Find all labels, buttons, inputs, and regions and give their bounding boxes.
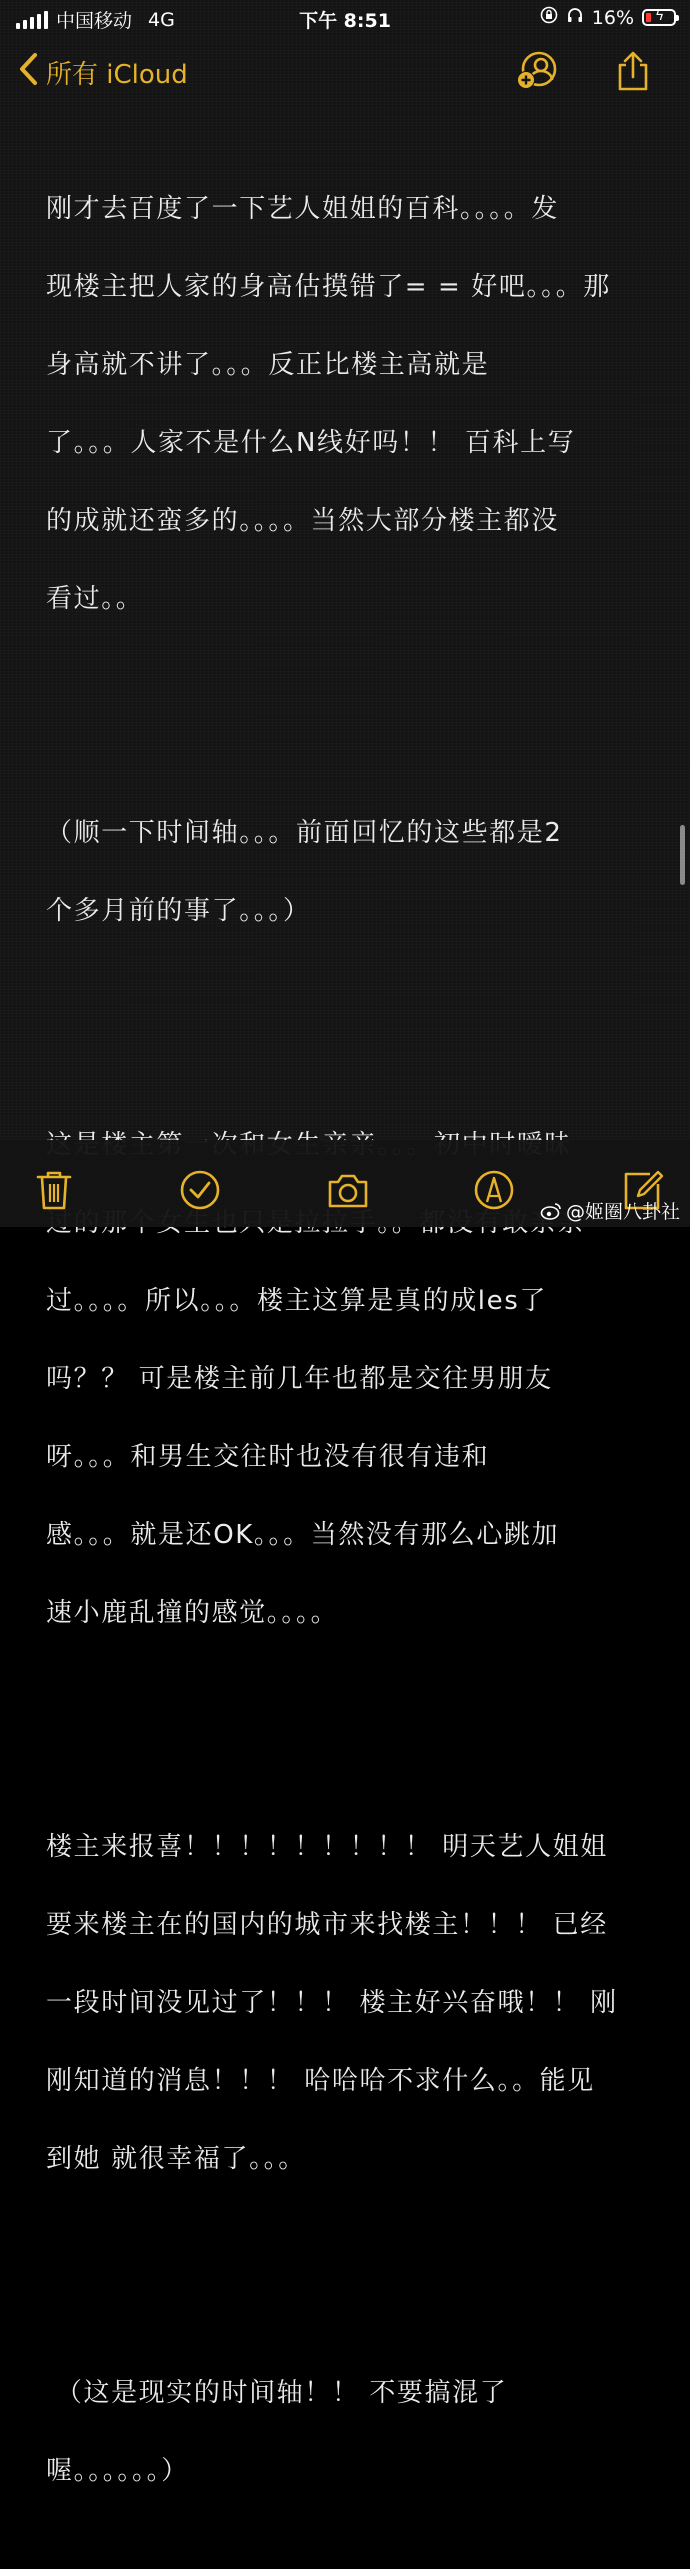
note-line: 刚才去百度了一下艺人姐姐的百科。。。。发 <box>46 194 560 224</box>
scrollbar[interactable] <box>680 825 685 885</box>
carrier-label: 中国移动 <box>56 10 133 32</box>
note-line: 过。。。。所以。。。楼主这算是真的成les了 <box>46 1286 547 1316</box>
note-line: 喔。。。。。。） <box>46 2456 189 2486</box>
add-person-icon[interactable] <box>516 50 558 92</box>
trash-icon[interactable] <box>32 1168 76 1212</box>
watermark <box>540 1197 680 1224</box>
weibo-logo-icon <box>540 1202 562 1220</box>
note-line: 吗？？ 可是楼主前几年也都是交往男朋友 <box>46 1364 553 1394</box>
note-line: （这是现实的时间轴！！ 不要搞混了 <box>46 2378 508 2408</box>
note-line: 到她 就很幸福了。。。 <box>46 2144 306 2174</box>
note-line: 速小鹿乱撞的感觉。。。。 <box>46 1598 339 1628</box>
note-line: 看过。。 <box>46 584 144 614</box>
note-line: 刚知道的消息！！！ 哈哈哈不求什么。。能见 <box>46 2066 595 2096</box>
note-paragraph <box>46 2335 656 2530</box>
back-button[interactable] <box>18 52 188 93</box>
camera-icon[interactable] <box>326 1168 370 1212</box>
note-line: （顺一下时间轴。。。前面回忆的这些都是2 <box>46 818 563 848</box>
battery-icon: ϟ <box>642 9 676 26</box>
status-bar <box>0 0 690 36</box>
checkmark-circle-icon[interactable] <box>178 1168 222 1212</box>
clock: 下午 8:51 <box>299 10 391 32</box>
chevron-left-icon <box>18 52 40 93</box>
note-line: 要来楼主在的国内的城市来找楼主！！！ 已经 <box>46 1910 608 1940</box>
note-line: 楼主来报喜！！！！！！！！！ 明天艺人姐姐 <box>46 1832 608 1862</box>
battery-percent: 16% <box>591 6 634 29</box>
back-label: 所有 iCloud <box>46 60 188 90</box>
note-line: 的成就还蛮多的。。。。当然大部分楼主都没 <box>46 506 560 536</box>
note-line: 感。。。就是还OK。。。当然没有那么心跳加 <box>46 1520 560 1550</box>
nav-bar <box>0 46 690 96</box>
note-line: 现楼主把人家的身高估摸错了= = 好吧。。。那 <box>46 272 611 302</box>
note-paragraph <box>46 1789 656 2218</box>
network-label: 4G <box>148 8 175 31</box>
pen-circle-icon[interactable] <box>472 1168 516 1212</box>
note-line: 身高就不讲了。。。反正比楼主高就是 <box>46 350 490 380</box>
note-paragraph <box>46 775 656 970</box>
headphones-icon <box>566 6 584 29</box>
note-line: 呀。。。和男生交往时也没有很有违和 <box>46 1442 490 1472</box>
share-icon[interactable] <box>612 50 654 92</box>
note-line: 个多月前的事了。。。） <box>46 896 311 926</box>
note-line: 一段时间没见过了！！！ 楼主好兴奋哦！！ 刚 <box>46 1988 618 2018</box>
note-line: 了。。。人家不是什么N线好吗！！ 百科上写 <box>46 428 576 458</box>
orientation-lock-icon <box>540 6 558 29</box>
watermark-text: @姬圈八卦社 <box>565 1201 680 1223</box>
note-paragraph <box>46 151 656 658</box>
